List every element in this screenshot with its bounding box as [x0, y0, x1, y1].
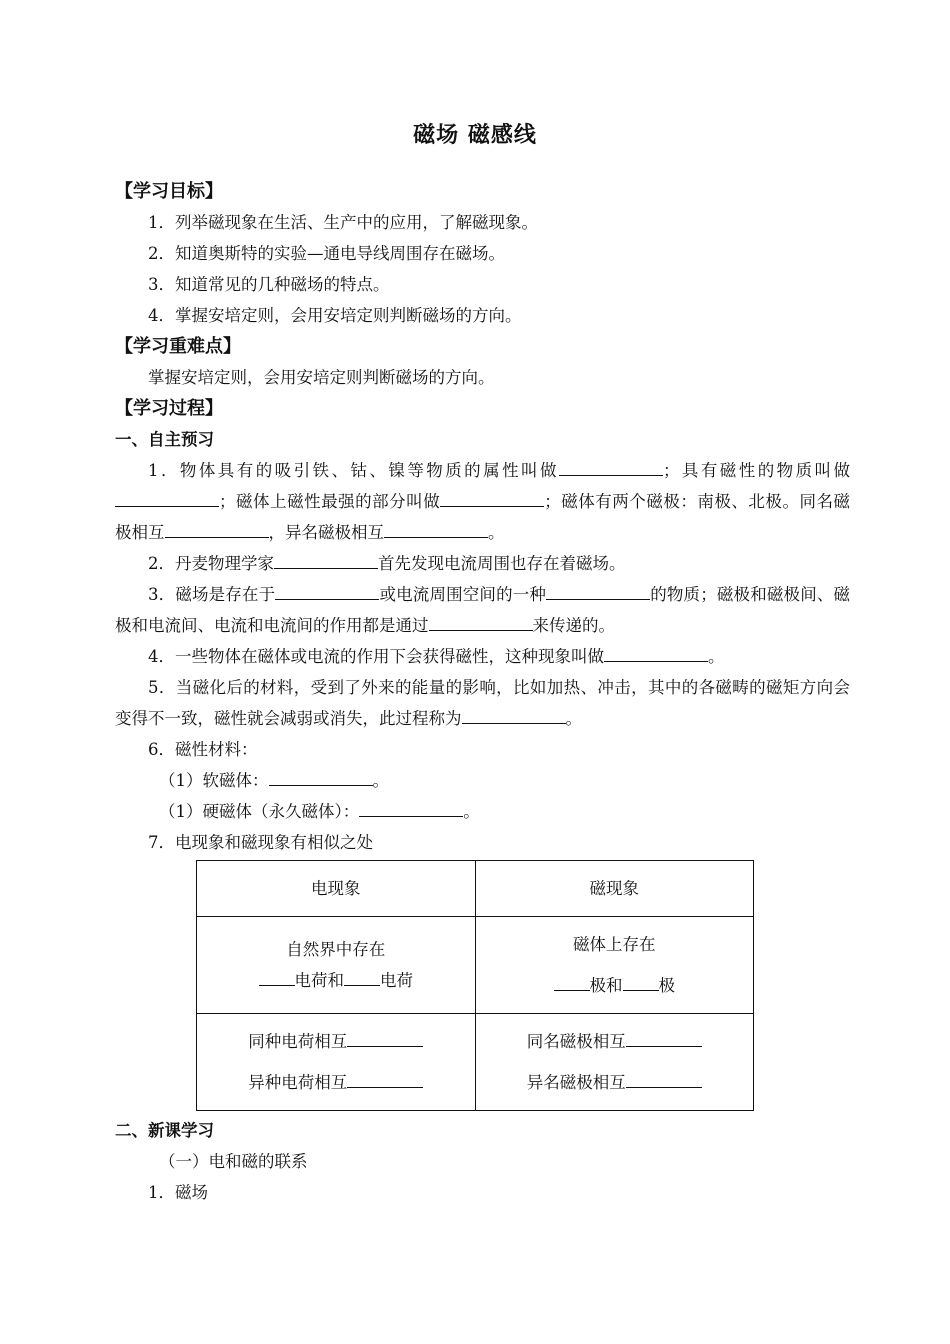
key-points-text: 掌握安培定则，会用安培定则判断磁场的方向。	[148, 368, 495, 387]
answer-blank[interactable]	[626, 1028, 702, 1047]
comparison-table	[196, 860, 754, 1111]
answer-blank[interactable]	[546, 581, 650, 600]
answer-blank[interactable]	[115, 488, 219, 507]
table-cell: 同种电荷相互 异种电荷相互	[197, 1014, 476, 1111]
answer-blank[interactable]	[347, 1028, 423, 1047]
answer-blank[interactable]	[554, 972, 590, 991]
table-row	[197, 917, 754, 1014]
question-1: 1．物体具有的吸引铁、钴、镍等物质的属性叫做 ；具有磁性的物质叫做；磁体上磁性最强的部分叫做 ；磁体有两个磁极：南极、北极。同名磁极相互 ，异名磁极相互 。	[115, 455, 850, 548]
answer-blank[interactable]	[626, 1069, 702, 1088]
self-study-heading: 一、自主预习	[115, 430, 214, 449]
answer-blank[interactable]	[462, 705, 566, 724]
answer-blank[interactable]	[429, 612, 533, 631]
table-cell: 磁体上存在 极和 极	[475, 917, 754, 1014]
page-title: 磁场 磁感线	[413, 123, 537, 148]
new-lesson-heading: 二、新课学习	[115, 1121, 214, 1140]
question-5: 5．当磁化后的材料，受到了外来的能量的影响，比如加热、冲击，其中的各磁畴的磁矩方向会变得不一致，磁性就会减弱或消失，此过程称为 。	[115, 678, 850, 728]
objective-item-4: 4．掌握安培定则，会用安培定则判断磁场的方向。	[148, 306, 522, 325]
process-heading: 【学习过程】	[115, 398, 223, 419]
answer-blank[interactable]	[347, 1069, 423, 1088]
table-row	[197, 861, 754, 917]
answer-blank[interactable]	[604, 643, 708, 662]
question-4: 4．一些物体在磁体或电流的作用下会获得磁性，这种现象叫做 。	[115, 641, 850, 672]
answer-blank[interactable]	[384, 519, 488, 538]
new-lesson-item-1: 1．磁场	[148, 1183, 208, 1202]
table-header-electric: 电现象	[197, 861, 476, 917]
question-6: 6．磁性材料：	[148, 740, 258, 759]
objective-item-3: 3．知道常见的几种磁场的特点。	[148, 275, 390, 294]
new-lesson-subsection: （一）电和磁的联系	[159, 1152, 308, 1171]
question-7: 7．电现象和磁现象有相似之处	[148, 833, 373, 852]
answer-blank[interactable]	[274, 550, 378, 569]
answer-blank[interactable]	[165, 519, 269, 538]
table-row	[197, 1014, 754, 1111]
key-points-heading: 【学习重难点】	[115, 336, 241, 357]
answer-blank[interactable]	[359, 798, 463, 817]
question-3: 3．磁场是存在于 或电流周围空间的一种 的物质；磁极和磁极间、磁极和电流间、电流和电流间的作用都是通过 来传递的。	[115, 579, 850, 641]
document-body	[115, 176, 850, 1208]
table-cell: 同名磁极相互 异名磁极相互	[475, 1014, 754, 1111]
table-cell: 自然界中存在 电荷和 电荷	[197, 917, 476, 1014]
answer-blank[interactable]	[259, 967, 295, 986]
answer-blank[interactable]	[344, 967, 380, 986]
question-2: 2．丹麦物理学家 首先发现电流周围也存在着磁场。	[115, 548, 850, 579]
hard-magnet-line: （1）硬磁体（永久磁体）： 。	[115, 796, 850, 827]
answer-blank[interactable]	[623, 972, 659, 991]
objective-item-2: 2．知道奥斯特的实验—通电导线周围存在磁场。	[148, 244, 505, 263]
answer-blank[interactable]	[559, 457, 663, 476]
answer-blank[interactable]	[440, 488, 544, 507]
table-header-magnetic: 磁现象	[475, 861, 754, 917]
soft-magnet-line: （1）软磁体： 。	[115, 765, 850, 796]
answer-blank[interactable]	[269, 767, 373, 786]
objective-item-1: 1．列举磁现象在生活、生产中的应用，了解磁现象。	[148, 213, 538, 232]
answer-blank[interactable]	[275, 581, 379, 600]
objectives-heading: 【学习目标】	[115, 181, 223, 202]
